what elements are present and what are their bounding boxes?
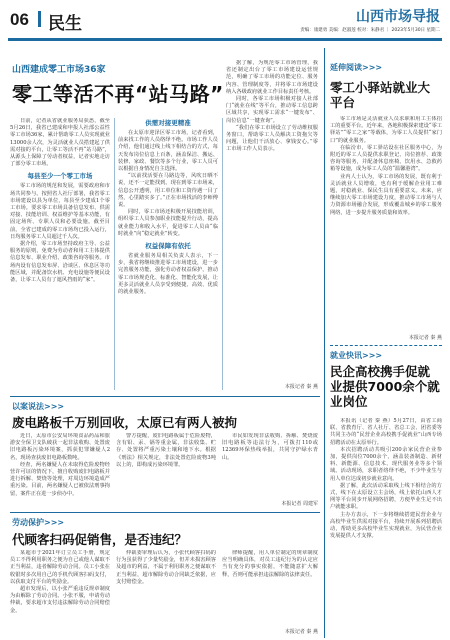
sidebar-body: [330, 116, 442, 332]
lead-paragraph: 在太原市迎泽区零工市场，记者看到，前来找工作的人员络绎不绝。市场工作人员介绍，他们通过线上线下相结合的方式，每天发布岗位信息上百条，涵盖保洁、搬运、装修、家政、餐饮等多个行业，零工人员可以根据自身情况自主选择。: [118, 130, 218, 173]
sidebar-title: 零工小驿站就业大平台: [330, 80, 431, 110]
sidebar-paragraph: 零工市场是灵活就业人员求职和用工主体招工的重要平台。近年来，各地积极探索建设“零工驿站”“零工之家”等载体，为零工人员提供“家门口”的就业服务。: [330, 116, 442, 144]
employment-body: [330, 418, 442, 636]
mid-paragraph: 近日，太原市公安局环境食品药品和旅游安全保卫支队破获一起非法收购、处置废旧电路板污染环境案，抓获犯罪嫌疑人2名，现场查获废旧电路板数吨。: [10, 433, 110, 461]
bottom-paragraph: 某超市于2021年订立员工手册，规定员工不得利用职务之便为自己或他人谋取不正当利益，违者解除劳动合同。员工小张在收银时多次用自己的手机代顾客扫码支付，以获取支付平台的奖励金。: [10, 550, 110, 585]
header-meta-line: 责编：康建勇 美编：赵淑莲 校对：朱静君 ｜ 2023年5月30日 星期二: [300, 28, 440, 33]
lead-subhead: 权益保障有依托: [145, 242, 191, 251]
lead-paragraph: 零工市场的规范和发展，需要政府和市场共同参与。按照省人社厅部署，我省零工市场建设以县为单位，每县至少建成1个零工市场。要求零工市场具备信息发布、供需对接、技能培训、权益维护等基本功能，有固定场所、专职人员和必要设施。截至目前，全省已建成的零工市场均已投入运行，日均服务零工人员超过千人次。: [10, 183, 110, 240]
bottom-column-1: [10, 550, 110, 636]
bottom-column-3: [222, 550, 318, 626]
lead-byline: 本报记者 秦 燕: [284, 384, 318, 390]
mid-paragraph: 警方提醒，废旧电路板属于危险废物，含有铅、汞、镉等重金属，非法收集、贮存、处置将严重污染土壤和地下水。根据《刑法》相关规定，非法处置危险废物3吨以上的，即构成污染环境罪。: [116, 433, 216, 468]
section-rule: [10, 396, 320, 397]
lead-paragraph: 据了解，为规范零工市场管理，我省还制定出台了零工市场建设运营规范，明确了零工市场的功能定位、服务内容、管理制度等，并将零工市场建设纳入各级政府就业工作目标责任考核。: [226, 60, 318, 95]
mid-column-1: [10, 433, 110, 509]
section-name: 民生: [48, 14, 82, 34]
sidebar-separator: [330, 345, 442, 346]
lead-kicker: 山西建成零工市场36家: [12, 65, 106, 75]
mid-paragraph: 经查，两名嫌疑人在未取得危险废物经营许可证的情况下，擅自收购废旧电路板并进行拆解、焚烧等处理，对周边环境造成严重污染。目前，两名嫌疑人已被依法刑事拘留，案件正在进一步侦办中。: [10, 461, 110, 497]
bottom-paragraph: 律师提醒，用人单位制定的规章制度应当明确具体，对员工违纪行为的认定应当有充分的事实依据，不能随意扩大解释，否则可能承担违法解除的法律责任。: [222, 550, 318, 578]
mid-section-label: 以案说法>>>: [12, 402, 65, 411]
lead-paragraph: “以前找活要在马路边等，风吹日晒不说，还不一定能找到。现在到零工市场来，信息公开透明，用工单位和工资待遇一目了然，心里踏实多了。”正在市场找活的李师傅说。: [118, 173, 218, 209]
lead-column-2: [118, 118, 218, 390]
mid-column-3: [222, 433, 318, 499]
employment-paragraph: 主办方表示，下一步将继续搭建民营企业与高校毕业生供需对接平台，持续开展系列招聘活动，帮助更多高校毕业生实现就业，为民营企业发展提供人才支撑。: [330, 511, 442, 540]
employment-paragraph: 本报讯（记者 秦 燕）5月27日，由省工商联、省教育厅、省人社厅、省总工会、团省委等共同主办的“民营企业高校携手促就业”山西专场招聘活动在太原举行。: [330, 418, 442, 446]
bottom-title: 代顾客扫码促销售，是否违纪？: [12, 532, 188, 547]
mid-byline: 本报记者 周建军: [281, 501, 318, 507]
employment-title: 民企高校携手促就业提供7000余个就业岗位: [330, 364, 440, 409]
header-rule: [8, 38, 442, 41]
lead-column-1: [10, 118, 110, 390]
lead-subhead: 供需对接更精准: [145, 119, 191, 127]
bottom-section-label: 劳动保护>>>: [12, 518, 65, 527]
bottom-byline: 本报记者 秦 燕: [284, 629, 318, 635]
sidebar-byline: 本报记者 秦 燕: [408, 335, 442, 341]
mid-title: 废电路板千万别回收，太原已有两人被拘: [12, 415, 238, 430]
header-accent-bar: [38, 11, 41, 27]
lead-paragraph: 同时，各零工市场积极对接人社部门“就业在线”等平台，推动零工信息跨区域共享，实现零工需求“一键发布”、岗位信息“一键查询”。: [226, 96, 318, 124]
lead-paragraph: “我们在零工市场设立了劳动维权服务窗口，帮助零工人员解决工资拖欠等问题，让他们干活放心、拿钱安心。”零工市场工作人员表示。: [226, 124, 318, 153]
sidebar-divider: [324, 48, 325, 638]
column-divider: [114, 118, 115, 390]
employment-section-label: 就业快讯>>>: [330, 351, 383, 360]
lead-subhead: 每县至少一个零工市场: [27, 172, 93, 181]
column-divider: [222, 118, 223, 390]
mid-paragraph: 市民如发现非法收购、拆解、焚烧废旧电路板等违法行为，可拨打110或12369环保热线举报，共同守护绿水青山。: [222, 433, 318, 461]
lead-column-3: [226, 60, 318, 382]
sidebar-paragraph: 在临汾市，零工驿站设在社区服务中心，为附近的零工人员提供求职登记、岗位推荐、政策咨询等服务，并配备休息座椅、饮用水、急救药箱等设施，成为零工人员的“温馨港湾”。: [330, 144, 442, 173]
lead-paragraph: 省就业服务局相关负责人表示，下一步，我省将继续推进零工市场建设，进一步完善服务功能，强化劳动者权益保护，推动零工市场规范化、标准化、智能化发展，让更多灵活就业人员享受到便捷、高效、优质的就业服务。: [118, 253, 218, 296]
lead-paragraph: 同时，零工市场还积极开展技能培训，组织零工人员参加职业技能提升行动，提高就业能力和收入水平，促进零工人员由“临时就业”向“稳定就业”转变。: [118, 209, 218, 237]
employment-paragraph: 本次招聘活动共吸引200余家民营企业参加，提供岗位7000余个，涵盖装备制造、新材料、新能源、信息技术、现代服务业等多个领域。活动现场，求职者络绎不绝，不少毕业生与用人单位达成初步就业意向。: [330, 446, 442, 482]
page-number: 06: [10, 10, 29, 29]
bottom-paragraph: 仲裁委审理后认为，小张代顾客扫码的行为虽获得了少量奖励金，但并未损害顾客及超市的利益，不属于利用职务之便谋取不正当利益，超市解除劳动合同缺乏依据，应支付赔偿金。: [116, 550, 216, 585]
lead-paragraph: 日前，记者从省就业服务局获悉，截至5月26日，我省已建成和申报人社部公益性零工市场36家，累计帮助零工人员实现就业13000余人次，为灵活就业人员搭建起了供需对接的平台，让零工等活不再“站马路”，从源头上保障了劳动者权益，记者实地走访了部分零工市场。: [10, 118, 110, 168]
lead-paragraph: 据介绍，零工市场坚持政府主导、公益服务的原则，免费为劳动者和用工主体提供信息发布、职业介绍、政策咨询等服务。市场内设有信息发布屏、洽谈区、休息区等功能区域，并配备饮水机、充电设施等便民设备，让零工人员有了遮风挡雨的“家”。: [10, 241, 110, 284]
sidebar-section-label: 延伸阅读>>>: [330, 63, 383, 72]
mid-column-2: [116, 433, 216, 509]
newspaper-name: 山西市场导报: [356, 9, 440, 25]
bottom-paragraph: 超市发现后，以小张严重违反规章制度为由解除了劳动合同。小张不服，申请劳动仲裁，要求超市支付违法解除劳动合同赔偿金。: [10, 586, 110, 614]
sidebar-paragraph: 业内人士认为，零工市场的发展，既有利于灵活就业人员增收，也有利于缓解企业用工难题，对稳就业、保民生具有重要意义。未来，应继续加大零工市场建设力度，推动零工市场与人力资源市场融合发展，形成覆盖城乡的零工服务网络，进一步提升服务质量和效率。: [330, 173, 442, 216]
employment-paragraph: 据了解，此次活动采取线上线下相结合的方式，线下在太原设立主会场，线上依托山西人才网等平台同步开展网络招聘，方便毕业生足不出户就能求职。: [330, 482, 442, 511]
bottom-column-2: [116, 550, 216, 636]
lead-title: 零工等活不再“站马路”: [12, 82, 224, 106]
section-rule: [10, 512, 320, 513]
